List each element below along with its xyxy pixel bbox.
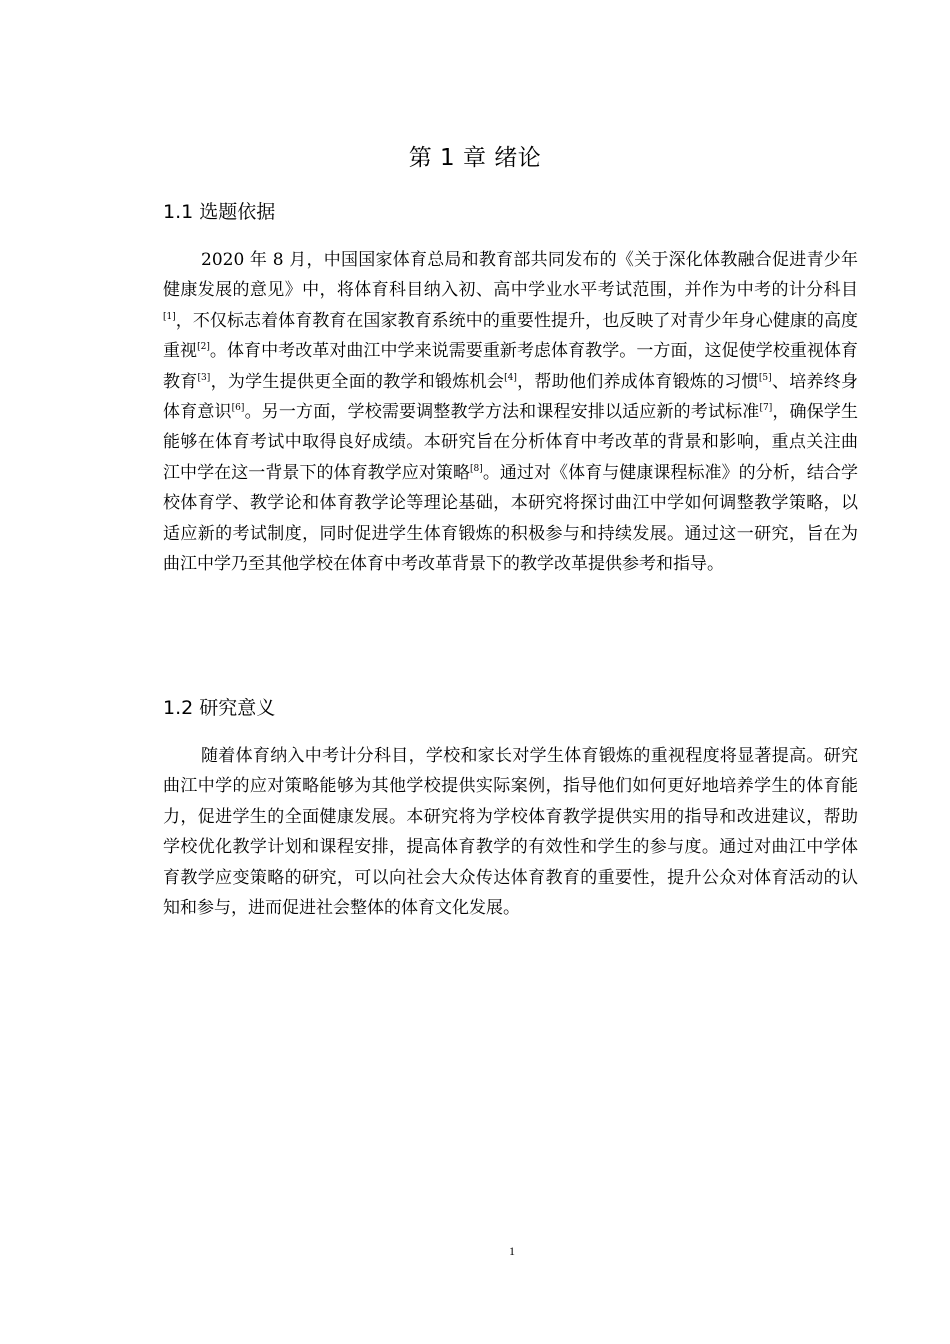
citation-6: [6]: [231, 403, 245, 414]
section-1-1-paragraph: [163, 245, 858, 579]
section-heading-1-2: 1.2 研究意义: [163, 697, 276, 719]
citation-1: [1]: [163, 311, 176, 322]
citation-8: [8]: [470, 463, 483, 474]
page-number: 1: [509, 1244, 515, 1258]
citation-5: [5]: [758, 372, 772, 383]
text-run: 。另一方面，学校需要调整教学方法和课程安排以适应新的考试标准: [244, 402, 760, 423]
citation-4: [4]: [504, 372, 517, 383]
section-1-2-paragraph: 随着体育纳入中考计分科目，学校和家长对学生体育锻炼的重视程度将显著提高。研究曲江中学的应对策略能够为其他学校提供实际案例，指导他们如何更好地培养学生的体育能力，促进学生的全面健康发展。本研究将为学校体育教学提供实用的指导和改进建议，帮助学校优化教学计划和课程安排，提高体育教学的有效性和学生的参与度。通过对曲江中学体育教学应变策略的研究，可以向社会大众传达体育教育的重要性，提升公众对体育活动的认知和参与，进而促进社会整体的体育文化发展。: [163, 746, 858, 919]
text-run: 2020 年 8 月，中国国家体育总局和教育部共同发布的《关于深化体教融合促进青少年健康发展的意见》中，将体育科目纳入初、高中学业水平考试范围，并作为中考的计分科目: [163, 250, 858, 301]
citation-2: [2]: [197, 342, 210, 353]
citation-3: [3]: [197, 372, 211, 383]
section-heading-1-1: 1.1 选题依据: [163, 201, 276, 223]
text-run: 。体育中考改革对曲江中学来说需要重新考虑体育教学。一方面，这促使学校重视体育教育: [163, 341, 859, 392]
text-run: 、培养终身体育意识: [163, 371, 859, 423]
text-run: ，帮助他们养成体育锻炼的习惯: [516, 371, 759, 392]
text-run: ，确保学生能够在体育考试中取得良好成绩。本研究旨在分析体育中考改革的背景和影响，重点关注曲江中学在这一背景下的体育教学应对策略: [163, 402, 859, 483]
text-run: ，为学生提供更全面的教学和锻炼机会: [210, 371, 505, 392]
chapter-title: 第 1 章 绪论: [408, 145, 542, 171]
citation-7: [7]: [759, 403, 773, 414]
text-run: ，不仅标志着体育教育在国家教育系统中的重要性提升，也反映了对青少年身心健康的高度重视: [163, 310, 858, 362]
text-run: 。通过对《体育与健康课程标准》的分析，结合学校体育学、教学论和体育教学论等理论基础，本研究将探讨曲江中学如何调整教学策略，以适应新的考试制度，同时促进学生体育锻炼的积极参与和持续发展。通过这一研究，旨在为曲江中学乃至其他学校在体育中考改革背景下的教学改革提供参考和指导。: [163, 462, 859, 575]
